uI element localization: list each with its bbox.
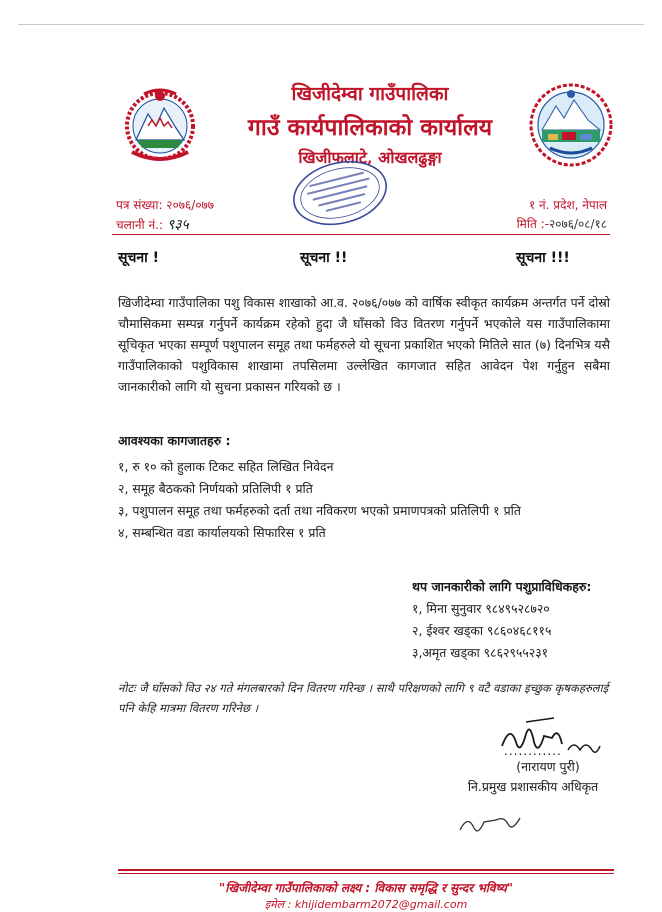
notice-heading-3: सूचना !!! xyxy=(516,250,570,266)
province-label: १ नं. प्रदेश, नेपाल xyxy=(528,198,607,212)
contact-item: १, मिना सुनुवार ९८४९५२८७२० xyxy=(412,601,550,616)
footer-email: इमेल : khijidembarm2072@gmail.com xyxy=(264,898,468,911)
notice-heading-2: सूचना !! xyxy=(300,250,348,266)
requirements-title: आवश्यका कागजातहरु : xyxy=(118,433,231,448)
dispatch-number xyxy=(116,215,189,234)
requirement-item: ३, पशुपालन समूह तथा फर्महरुको दर्ता तथा नविकरण भएको प्रमाणपत्रको प्रतिलिपी १ प्रति xyxy=(118,503,521,518)
dispatch-number-label: चलानी नं.: xyxy=(116,218,163,232)
contact-item: २, ईश्वर खड्का ९८६०४६८११५ xyxy=(412,623,552,638)
footer-motto: "खिजीदेम्वा गाउँपालिकाको लक्ष्य : विकास समृद्धि र सुन्दर भविष्य" xyxy=(218,881,514,895)
office-title: गाउँ कार्यपालिकाको कार्यालय xyxy=(247,114,493,141)
notice-body: खिजीदेम्वा गाउँपालिका पशु विकास शाखाको आ.व. २०७६/०७७ को वार्षिक स्वीकृत कार्यक्रम अन्तर्गत पर्ने दोस्रो चौमासिकमा सम्पन्न गर्नुपर्ने कार्यक्रम रहेको हुदा जै घाँसको विउ वितरण गर्नुपर्ने भएकोले यस गाउँपालिकामा सूचिकृत भएका सम्पूर्ण पशुपालन समूह तथा फर्महरुले यो सूचना प्रकाशित भएको मितिले सात (७) दिनभित्र यसै गाउँपालिकाको पशुविकास शाखामा तपसिलमा उल्लेखित कागजात सहित आवेदन पेश गर्नुहुन सबैमा जानकारीको लागि यो सुचना प्रकासन गरियको छ । xyxy=(118,295,610,394)
requirements-list xyxy=(118,456,521,544)
letter-number: पत्र संख्या: २०७६/०७७ xyxy=(116,198,215,212)
municipality-logo-icon xyxy=(528,82,614,168)
top-divider xyxy=(18,24,644,25)
dispatch-number-value: ९३५ xyxy=(166,217,189,233)
contacts-block xyxy=(412,576,612,664)
requirement-item: २, समूह बैठकको निर्णयको प्रतिलिपी १ प्रति xyxy=(118,481,313,496)
header-divider xyxy=(112,234,610,235)
government-emblem-icon xyxy=(118,82,202,166)
contacts-title: थप जानकारीको लागि पशुप्राविधिकहरु: xyxy=(412,579,592,594)
footer-divider-thin xyxy=(118,873,614,874)
office-address: खिजीफलाटे, ओखलढुङ्गा xyxy=(298,148,442,167)
municipality-name: खिजीदेम्वा गाउँपालिका xyxy=(291,83,449,105)
signature-dots: ............ xyxy=(504,744,562,758)
distribution-note: नोटः जै घाँसको विउ २४ गते मंगलबारको दिन वितरण गरिन्छ । साथै परिक्षणको लागि ९ वटै वडाका इच्छुक कृषकहरुलाई पनि केहि मात्रमा वितरण गरिनेछ । xyxy=(118,681,609,715)
date-line xyxy=(455,215,607,232)
handwritten-initials-icon xyxy=(456,808,556,838)
footer-divider xyxy=(118,869,614,871)
notice-heading-1: सूचना ! xyxy=(118,250,160,266)
signatory-title: नि.प्रमुख प्रशासकीय अधिकृत xyxy=(467,779,599,794)
contact-item: ३,अमृत खड्का ९८६२९५५२३१ xyxy=(412,645,549,660)
requirement-item: १, रु १० को हुलाक टिकट सहित लिखित निवेदन xyxy=(118,459,334,474)
signatory-name: (नारायण पुरी) xyxy=(516,759,580,774)
requirement-item: ४, सम्बन्धित वडा कार्यालयको सिफारिस १ प्रति xyxy=(118,525,326,540)
date-value: २०७६/०८/१८ xyxy=(548,217,607,231)
date-label: मिति :- xyxy=(516,217,549,231)
